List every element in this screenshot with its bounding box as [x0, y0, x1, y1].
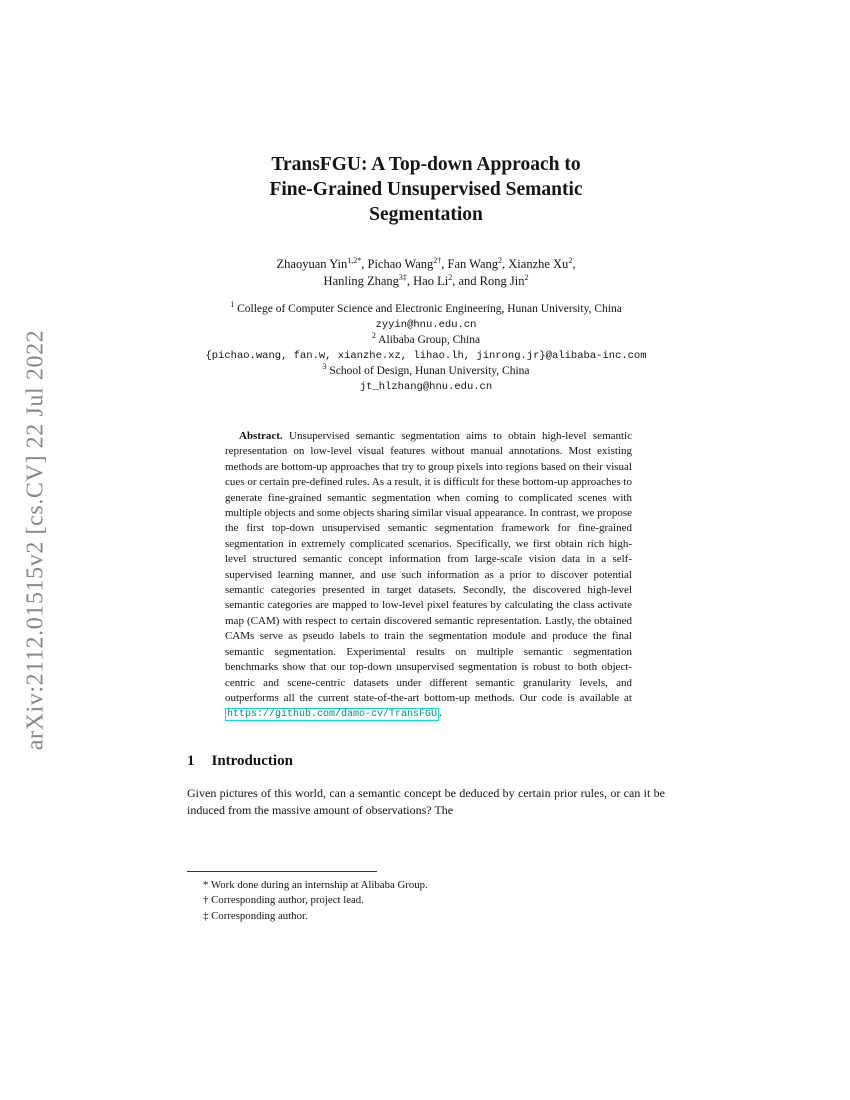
- affiliation-line: [187, 364, 665, 380]
- intro-paragraph: Given pictures of this world, can a semantic concept be deduced by certain prior rules, or can it be induced from the massive amount of observations? The: [187, 785, 665, 817]
- affiliation-text: School of Design, Hunan University, China: [329, 365, 530, 377]
- author-separator: ,: [406, 274, 414, 288]
- abstract-text: Unsupervised semantic segmentation aims to obtain high-level semantic representation on low-level visual features without manual annotations. Most existing methods are bottom-up approaches that try to group pixels into regions based on their visual cues or certain pre-defined rules. As a result, it is difficult for these bottom-up approaches to generate fine-grained semantic segmentation when coming to complicated scenes with multiple objects and some objects sharing similar visual appearance. In contrast, we propose the first top-down unsupervised semantic segmentation framework for fine-grained segmentation in extremely complicated scenarios. Specifically, we first obtain rich high-level structured semantic concept information from large-scale vision data in a self-supervised learning manner, and use such information as a prior to discover potential semantic categories presented in target datasets. Secondly, the discovered high-level semantic categories are mapped to low-level pixel features by calculating the class activate map (CAM) with respect to certain discovered semantic representation. Lastly, the obtained CAMs serve as pseudo labels to train the segmentation module and produce the final semantic segmentation. Experimental results on multiple semantic segmentation benchmarks show that our top-down unsupervised segmentation is robust to both object-centric and scene-centric datasets under different semantic granularity levels, and outperforms all the current state-of-the-art bottom-up methods. Our code is available at: [225, 430, 633, 704]
- abstract-label: Abstract.: [239, 430, 283, 442]
- author-name-text: Xianzhe Xu: [508, 257, 569, 271]
- section-heading-introduction: [187, 753, 665, 770]
- author-name-text: Fan Wang: [447, 257, 499, 271]
- footnote: [187, 909, 665, 924]
- affiliation-text: College of Computer Science and Electronic Engineering, Hunan University, China: [237, 303, 622, 315]
- footnote-block: [187, 871, 665, 924]
- footnote-marker: *: [203, 879, 209, 891]
- footnote-text: Work done during an internship at Alibaba Group.: [210, 879, 428, 891]
- author-name: [361, 257, 441, 271]
- author-name: [324, 274, 407, 288]
- email-address: zyyin@hnu.edu.cn: [375, 318, 477, 331]
- paper-title-line: Segmentation: [369, 204, 483, 225]
- footnote-text: Corresponding author, project lead.: [211, 894, 364, 907]
- section-number: 1: [187, 752, 195, 769]
- author-line: [187, 256, 665, 273]
- paper-title-line: TransFGU: A Top-down Approach to: [271, 154, 581, 175]
- footnote-marker: ‡: [203, 909, 209, 922]
- author-superscript: 2: [448, 272, 453, 282]
- author-superscript: 2†: [433, 255, 442, 265]
- abstract-paragraph: [225, 429, 632, 723]
- author-separator: ,: [441, 257, 448, 271]
- affiliation-block: [187, 302, 665, 395]
- affiliation-line: [187, 333, 665, 349]
- footnote-marker: †: [203, 894, 209, 907]
- author-separator: ,: [361, 257, 368, 271]
- author-superscript: 2: [498, 255, 503, 265]
- author-name-text: Hao Li: [413, 274, 449, 288]
- author-name: [407, 274, 452, 288]
- author-line: [187, 273, 665, 290]
- section-title: Introduction: [211, 752, 293, 769]
- author-separator: ,: [502, 257, 509, 271]
- author-name: [452, 274, 528, 288]
- affiliation-text: Alibaba Group, China: [378, 334, 481, 346]
- email-address: {pichao.wang, fan.w, xianzhe.xz, lihao.lh, jinrong.jr}@alibaba-inc.com: [205, 349, 647, 362]
- footnote: [187, 893, 665, 908]
- affiliation-line: [187, 302, 665, 318]
- author-separator: ,: [572, 257, 576, 271]
- footnote-rule: [187, 871, 377, 872]
- github-link[interactable]: https://github.com/damo-cv/TransFGU: [227, 709, 438, 721]
- author-name: [502, 257, 575, 271]
- footnote: [187, 878, 665, 893]
- author-name: [441, 257, 502, 271]
- author-list: [187, 256, 665, 290]
- paper-title: [187, 152, 665, 227]
- arxiv-watermark-label: arXiv:2112.01515v2 [cs.CV] 22 Jul 2022: [22, 329, 49, 751]
- paper-content-column: [187, 0, 665, 818]
- affiliation-superscript: 3: [322, 362, 327, 372]
- author-name-text: Hanling Zhang: [323, 274, 399, 288]
- author-superscript: 3‡: [398, 272, 407, 282]
- author-superscript: 1,2*: [347, 255, 362, 265]
- author-superscript: 2: [524, 272, 529, 282]
- author-superscript: 2: [568, 255, 573, 265]
- abstract-text-end: .: [439, 707, 442, 720]
- author-separator: , and: [452, 274, 480, 288]
- author-name: [277, 257, 362, 271]
- affiliation-superscript: 1: [230, 300, 235, 310]
- author-name-text: Pichao Wang: [367, 257, 434, 271]
- author-name-text: Rong Jin: [479, 274, 525, 288]
- author-name-text: Zhaoyuan Yin: [276, 257, 348, 271]
- email-address: jt_hlzhang@hnu.edu.cn: [359, 380, 493, 393]
- footnote-text: Corresponding author.: [211, 909, 308, 922]
- paper-title-line: Fine-Grained Unsupervised Semantic: [269, 179, 583, 200]
- affiliation-superscript: 2: [371, 331, 376, 341]
